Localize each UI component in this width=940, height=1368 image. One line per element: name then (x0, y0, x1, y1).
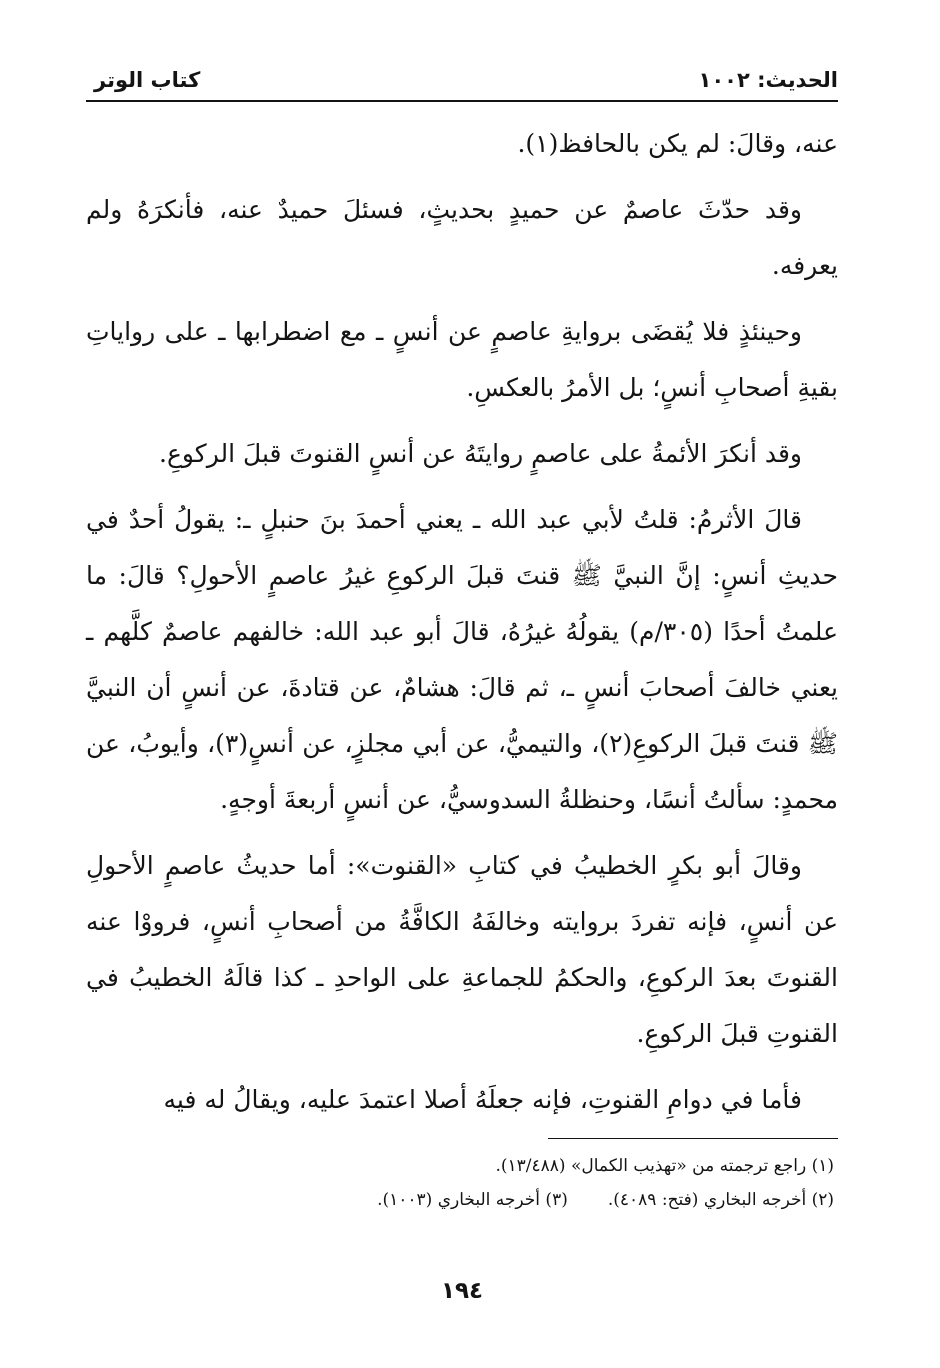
book-title: كتاب الوتر (94, 68, 201, 92)
paragraph-7: فأما في دوامِ القنوتِ، فإنه جعلَهُ أصلا اعتمدَ عليه، ويقالُ له فيه (163, 1085, 802, 1114)
paragraph-4: وقد أنكرَ الأئمةُ على عاصمٍ روايتَهُ عن أنسٍ القنوتَ قبلَ الركوعِ. (159, 439, 802, 468)
main-text (86, 116, 838, 1128)
footnote-3: (٣) أخرجه البخاري (١٠٠٣). (377, 1190, 568, 1210)
footnote-row (86, 1183, 834, 1217)
page-number: ١٩٤ (440, 1278, 484, 1304)
hadith-number-label: الحديث: ١٠٠٢ (698, 68, 838, 92)
paragraph-2: وقد حدّثَ عاصمٌ عن حميدٍ بحديثٍ، فسئلَ حميدٌ عنه، فأنكرَهُ ولم يعرفه. (86, 195, 838, 280)
document-page (86, 60, 838, 1340)
footnote-1: (١) راجع ترجمته من «تهذيب الكمال» (١٣/٤٨٨). (495, 1156, 834, 1176)
paragraph-6: وقالَ أبو بكرٍ الخطيبُ في كتابِ «القنوت»: أما حديثُ عاصمٍ الأحولِ عن أنسٍ، فإنه تفردَ بروايته وخالفَهُ الكافَّةُ من أصحابِ أنسٍ، فرووْا عنه القنوتَ بعدَ الركوعِ، والحكمُ للجماعةِ على الواحدِ ـ كذا قالَهُ الخطيبُ في القنوتِ قبلَ الركوعِ. (86, 851, 838, 1048)
paragraph-1: عنه، وقالَ: لم يكن بالحافظ(١). (517, 129, 838, 158)
footnote-2: (٢) أخرجه البخاري (فتح: ٤٠٨٩). (607, 1190, 834, 1210)
paragraph-3: وحينئذٍ فلا يُقضَى بروايةِ عاصمٍ عن أنسٍ ـ مع اضطرابها ـ على رواياتِ بقيةِ أصحابِ أنسٍ؛ بل الأمرُ بالعكسِ. (86, 317, 838, 402)
running-header (86, 60, 838, 102)
footnote-divider (548, 1138, 838, 1139)
footnotes (86, 1149, 838, 1217)
paragraph-5: قالَ الأثرمُ: قلتُ لأبي عبد الله ـ يعني أحمدَ بنَ حنبلٍ ـ: يقولُ أحدٌ في حديثِ أنسٍ: إنَّ النبيَّ ﷺ قنتَ قبلَ الركوعِ غيرُ عاصمٍ الأحولِ؟ قالَ: ما علمتُ أحدًا (٣٠٥/م) يقولُهُ غيرُهُ، قالَ أبو عبد الله: خالفهم عاصمٌ كلَّهم ـ يعني خالفَ أصحابَ أنسٍ ـ، ثم قالَ: هشامٌ، عن قتادةَ، عن أنسٍ أن النبيَّ ﷺ قنتَ قبلَ الركوعِ(٢)، والتيميُّ، عن أبي مجلزٍ، عن أنسٍ(٣)، وأيوبُ، عن محمدٍ: سألتُ أنسًا، وحنظلةُ السدوسيُّ، عن أنسٍ أربعةَ أوجهٍ. (86, 505, 838, 814)
